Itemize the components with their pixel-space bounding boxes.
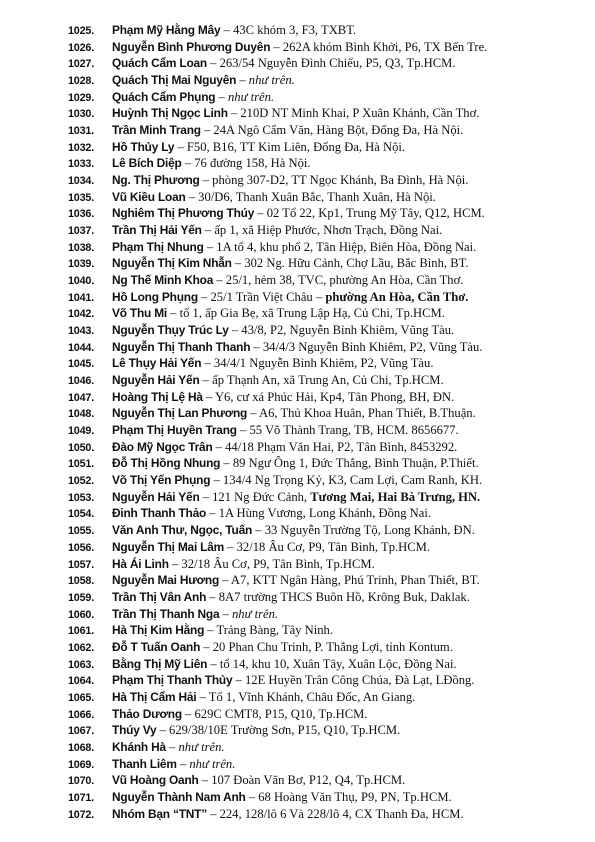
entry-address: ấp 1, xã Hiệp Phước, Nhơn Trạch, Đồng Nai. xyxy=(214,223,443,238)
list-item xyxy=(68,305,588,322)
entry-separator: – xyxy=(270,39,283,54)
entry-name: Hà Ái Linh xyxy=(112,556,169,571)
entry-number: 1071. xyxy=(68,791,95,804)
entry-name: Hà Thị Cẩm Hải xyxy=(112,689,197,704)
entry-name: Quách Cẩm Loan xyxy=(112,56,207,71)
entry-name: Trần Minh Trang xyxy=(112,123,201,138)
list-item xyxy=(68,139,588,156)
entry-number: 1069. xyxy=(68,758,95,771)
entry-address: 1A tổ 4, khu phố 2, Tân Hiệp, Biên Hòa, Đồng Nai. xyxy=(216,239,477,254)
entry-number: 1044. xyxy=(68,341,95,354)
entry-name: Thanh Liêm xyxy=(112,756,177,771)
entry-name: Phạm Thị Nhung xyxy=(112,239,204,254)
entry-number: 1028. xyxy=(68,75,95,88)
entry-separator: – xyxy=(206,56,220,71)
entry-address: Y6, cư xá Phúc Hải, Kp4, Tân Phong, BH, ĐN. xyxy=(214,389,455,404)
entry-separator: – xyxy=(197,289,211,304)
entry-separator: – xyxy=(174,139,187,154)
entry-separator: – xyxy=(200,639,213,654)
entry-name: Hồ Thủy Ly xyxy=(112,139,175,154)
entry-name: Võ Thu Mi xyxy=(112,306,167,321)
entry-address: Trảng Bàng, Tây Ninh. xyxy=(216,623,334,638)
entry-address: 224, 128/lô 6 Và 228/lô 4, CX Thanh Đa, HCM. xyxy=(219,806,464,821)
list-item xyxy=(68,622,588,639)
entry-number: 1034. xyxy=(68,175,95,188)
entry-name: Vũ Kiều Loan xyxy=(112,189,186,204)
entry-address: F50, B16, TT Kim Liên, Đống Đa, Hà Nội. xyxy=(186,139,406,154)
list-item xyxy=(68,122,588,139)
entry-separator: – xyxy=(232,673,245,688)
entry-separator: – xyxy=(185,189,199,204)
entry-name: Nguyễn Thị Mai Lâm xyxy=(112,539,225,554)
entry-address: 30/D6, Thanh Xuân Bắc, Thanh Xuân, Hà Nội. xyxy=(198,189,436,204)
entry-number: 1067. xyxy=(68,725,95,738)
list-item xyxy=(68,439,588,456)
entry-address: như trên. xyxy=(189,756,236,771)
entry-address: 107 Đoàn Văn Bơ, P12, Q4, Tp.HCM. xyxy=(211,773,406,788)
entry-address: 32/18 Âu Cơ, P9, Tân Bình, Tp.HCM. xyxy=(236,539,430,554)
list-item xyxy=(68,505,588,522)
entry-name: Nguyễn Thị Thanh Thanh xyxy=(112,339,251,354)
entry-name: Nguyễn Hải Yến xyxy=(112,489,200,504)
entry-separator: – xyxy=(213,273,226,288)
entry-separator: – xyxy=(247,406,259,421)
list-item xyxy=(68,172,588,189)
entry-separator: – xyxy=(165,739,179,754)
entry-separator: – xyxy=(196,689,209,704)
entry-name: Nhóm Bạn “TNT” xyxy=(112,806,207,821)
entry-name: Ng. Thị Phương xyxy=(112,173,200,188)
entry-number: 1070. xyxy=(68,775,95,788)
entry-name: Bằng Thị Mỹ Liên xyxy=(112,656,208,671)
entry-number: 1037. xyxy=(68,225,95,238)
entry-separator: – xyxy=(206,506,219,521)
entry-number: 1035. xyxy=(68,191,95,204)
entry-address: Tổ 1, Vĩnh Khánh, Châu Đốc, An Giang. xyxy=(208,689,416,704)
entry-address-bold: phường An Hòa, Cần Thơ. xyxy=(325,289,469,304)
list-item xyxy=(68,322,588,339)
entry-separator: – xyxy=(202,389,215,404)
entry-number: 1033. xyxy=(68,158,95,171)
entry-separator: – xyxy=(224,539,237,554)
entry-number: 1032. xyxy=(68,141,95,154)
entry-number: 1054. xyxy=(68,508,95,521)
entry-address: như trên. xyxy=(227,89,275,104)
entry-name: Vũ Hoàng Oanh xyxy=(112,773,199,788)
entry-number: 1029. xyxy=(68,91,95,104)
entry-name: Phạm Thị Thanh Thủy xyxy=(112,673,233,688)
entry-separator: – xyxy=(236,423,250,438)
list-item xyxy=(68,722,588,739)
list-item xyxy=(68,806,588,823)
list-item xyxy=(68,222,588,239)
entry-name: Quách Cẩm Phụng xyxy=(112,89,216,104)
entry-number: 1049. xyxy=(68,425,95,438)
entry-number: 1051. xyxy=(68,458,95,471)
entry-name: Ng Thế Minh Khoa xyxy=(112,273,214,288)
list-item xyxy=(68,22,588,39)
entry-address: 263/54 Nguyễn Đình Chiểu, P5, Q3, Tp.HCM. xyxy=(219,56,456,71)
entry-separator: – xyxy=(198,773,212,788)
entry-separator: – xyxy=(227,106,241,121)
entry-separator: – xyxy=(212,439,226,454)
entry-separator: – xyxy=(201,356,214,371)
entry-address: 262A khóm Bình Khởi, P6, TX Bến Tre. xyxy=(282,39,488,54)
entry-separator: – xyxy=(199,489,213,504)
entry-separator: – xyxy=(245,789,259,804)
entry-name: Hoàng Thị Lệ Hà xyxy=(112,389,203,404)
list-item xyxy=(68,72,588,89)
entry-address: 302 Ng. Hữu Cảnh, Chợ Lầu, Bắc Bình, BT. xyxy=(244,256,469,271)
list-item xyxy=(68,639,588,656)
list-item xyxy=(68,489,588,506)
entry-address: 24A Ngô Cẩm Văn, Hàng Bột, Đống Đa, Hà Nội. xyxy=(213,123,464,138)
entry-number: 1053. xyxy=(68,491,95,504)
entry-number: 1062. xyxy=(68,641,95,654)
entry-name: Lê Bích Diệp xyxy=(112,156,182,171)
entry-separator: – xyxy=(156,723,170,738)
entry-name: Nguyễn Hải Yến xyxy=(112,373,200,388)
entry-address: 210D NT Minh Khai, P Xuân Khánh, Cần Thơ. xyxy=(240,106,480,121)
entry-separator: – xyxy=(220,23,234,37)
entry-address: 12E Huyền Trân Công Chúa, Đà Lạt, LĐồng. xyxy=(244,673,475,688)
list-item xyxy=(68,155,588,172)
entry-address: 43/8, P2, Nguyễn Bỉnh Khiêm, Vũng Tàu. xyxy=(241,323,455,338)
list-item xyxy=(68,289,588,306)
entry-number: 1045. xyxy=(68,358,95,371)
donor-list xyxy=(68,22,588,822)
list-item xyxy=(68,255,588,272)
entry-separator: – xyxy=(181,156,195,171)
entry-name: Đào Mỹ Ngọc Trân xyxy=(112,439,213,454)
entry-address: 629/38/10E Trường Sơn, P15, Q10, Tp.HCM. xyxy=(169,723,401,738)
entry-number: 1068. xyxy=(68,741,95,754)
entry-number: 1047. xyxy=(68,391,95,404)
entry-number: 1063. xyxy=(68,658,95,671)
entry-name: Nguyễn Thị Lan Phương xyxy=(112,406,248,421)
list-item xyxy=(68,556,588,573)
entry-address: 25/1 Trần Việt Châu – xyxy=(210,289,326,304)
list-item xyxy=(68,405,588,422)
entry-number: 1055. xyxy=(68,525,95,538)
entry-number: 1057. xyxy=(68,558,95,571)
list-item xyxy=(68,355,588,372)
list-item xyxy=(68,389,588,406)
entry-number: 1052. xyxy=(68,475,95,488)
entry-number: 1061. xyxy=(68,625,95,638)
entry-address: 20 Phan Chu Trinh, P. Thắng Lợi, tỉnh Kontum. xyxy=(212,639,453,654)
entry-name: Nguyễn Mai Hương xyxy=(112,573,220,588)
entry-separator: – xyxy=(219,573,231,588)
entry-name: Đỗ T Tuấn Oanh xyxy=(112,639,201,654)
entry-address: A6, Thủ Khoa Huân, Phan Thiết, B.Thuận. xyxy=(258,406,476,421)
entry-separator: – xyxy=(203,239,217,254)
entry-address: tổ 14, khu 10, Xuân Tây, Xuân Lộc, Đồng Nai. xyxy=(219,656,457,671)
entry-number: 1064. xyxy=(68,675,95,688)
list-item xyxy=(68,105,588,122)
list-item xyxy=(68,205,588,222)
entry-separator: – xyxy=(219,606,232,621)
entry-name: Nguyễn Thành Nam Anh xyxy=(112,789,246,804)
entry-number: 1058. xyxy=(68,575,95,588)
entry-name: Võ Thị Yến Phụng xyxy=(112,473,211,488)
entry-address: 68 Hoàng Văn Thụ, P9, PN, Tp.HCM. xyxy=(258,789,452,804)
entry-number: 1027. xyxy=(68,58,95,71)
entry-separator: – xyxy=(181,706,195,721)
entry-address: 33 Nguyễn Trường Tộ, Long Khánh, ĐN. xyxy=(264,523,475,538)
entry-name: Nguyễn Thụy Trúc Ly xyxy=(112,323,229,338)
list-item xyxy=(68,455,588,472)
entry-number: 1038. xyxy=(68,241,95,254)
entry-number: 1059. xyxy=(68,591,95,604)
list-item xyxy=(68,739,588,756)
entry-name: Trần Thị Vân Anh xyxy=(112,589,207,604)
list-item xyxy=(68,472,588,489)
entry-address: 1A Hùng Vương, Long Khánh, Đồng Nai. xyxy=(218,506,431,521)
entry-separator: – xyxy=(236,73,249,88)
entry-address: 629C CMT8, P15, Q10, Tp.HCM. xyxy=(194,706,368,721)
list-item xyxy=(68,672,588,689)
entry-number: 1042. xyxy=(68,308,95,321)
entry-separator: – xyxy=(215,89,228,104)
entry-name: Trần Thị Thanh Nga xyxy=(112,606,220,621)
entry-name: Thảo Dương xyxy=(112,706,182,721)
entry-address: 8A7 trường THCS Buôn Hồ, Krông Buk, Daklak. xyxy=(218,589,470,604)
list-item xyxy=(68,422,588,439)
entry-address: 89 Ngư Ông 1, Đức Thắng, Bình Thuận, P.Thiết. xyxy=(232,456,479,471)
entry-address: 34/4/3 Nguyễn Bỉnh Khiêm, P2, Vũng Tàu. xyxy=(262,339,483,354)
entry-number: 1050. xyxy=(68,441,95,454)
list-item xyxy=(68,689,588,706)
entry-separator: – xyxy=(252,523,265,538)
list-item xyxy=(68,589,588,606)
entry-name: Huỳnh Thị Ngọc Linh xyxy=(112,106,228,121)
list-item xyxy=(68,772,588,789)
entry-name: Nghiêm Thị Phương Thúy xyxy=(112,206,255,221)
entry-name: Khánh Hà xyxy=(112,739,166,754)
entry-name: Nguyễn Thị Kim Nhẫn xyxy=(112,256,232,271)
list-item xyxy=(68,706,588,723)
entry-number: 1041. xyxy=(68,291,95,304)
list-item xyxy=(68,789,588,806)
entry-separator: – xyxy=(207,656,220,671)
entry-name: Hà Thị Kim Hằng xyxy=(112,623,205,638)
entry-separator: – xyxy=(206,589,219,604)
entry-address: phòng 307-D2, TT Ngọc Khánh, Ba Đình, Hà Nội. xyxy=(212,173,469,188)
list-item xyxy=(68,372,588,389)
list-item xyxy=(68,539,588,556)
entry-number: 1043. xyxy=(68,325,95,338)
entry-name: Lê Thụy Hải Yến xyxy=(112,356,202,371)
entry-address: 76 đường 158, Hà Nội. xyxy=(194,156,311,171)
entry-number: 1025. xyxy=(68,25,95,37)
list-item xyxy=(68,89,588,106)
list-item xyxy=(68,339,588,356)
entry-separator: – xyxy=(228,323,242,338)
entry-name: Đinh Thanh Thảo xyxy=(112,506,207,521)
entry-separator: – xyxy=(250,339,263,354)
entry-name: Quách Thị Mai Nguyên xyxy=(112,73,237,88)
entry-number: 1046. xyxy=(68,375,95,388)
entry-address: 43C khóm 3, F3, TXBT. xyxy=(233,23,357,37)
list-item xyxy=(68,189,588,206)
entry-name: Văn Anh Thư, Ngọc, Tuấn xyxy=(112,523,253,538)
entry-name: Thúy Vy xyxy=(112,723,157,738)
entry-separator: – xyxy=(204,623,217,638)
entry-separator: – xyxy=(220,456,233,471)
entry-address: ấp Thạnh An, xã Trung An, Củ Chi, Tp.HCM. xyxy=(212,373,444,388)
entry-name: Hồ Long Phụng xyxy=(112,289,198,304)
entry-name: Đỗ Thị Hồng Nhung xyxy=(112,456,221,471)
entry-address: A7, KTT Ngân Hàng, Phú Trinh, Phan Thiết, BT. xyxy=(230,573,480,588)
entry-separator: – xyxy=(199,373,213,388)
entry-separator: – xyxy=(201,223,215,238)
entry-number: 1072. xyxy=(68,808,95,821)
entry-name: Phạm Mỹ Hằng Mây xyxy=(112,23,221,37)
entry-address: 34/4/1 Nguyễn Bỉnh Khiêm, P2, Vũng Tàu. xyxy=(213,356,434,371)
entry-separator: – xyxy=(200,123,214,138)
entry-address: 25/1, hẻm 38, TVC, phường An Hòa, Cần Thơ. xyxy=(225,273,464,288)
entry-address: 134/4 Ng Trọng Kỷ, K3, Cam Lợi, Cam Ranh, KH. xyxy=(222,473,483,488)
list-item xyxy=(68,39,588,56)
entry-separator: – xyxy=(210,473,223,488)
entry-number: 1031. xyxy=(68,125,95,138)
entry-address: 02 Tổ 22, Kp1, Trung Mỹ Tây, Q12, HCM. xyxy=(266,206,485,221)
entry-separator: – xyxy=(199,173,213,188)
entry-address: 121 Ng Đức Cảnh, xyxy=(212,489,311,504)
entry-number: 1066. xyxy=(68,708,95,721)
entry-number: 1039. xyxy=(68,258,95,271)
list-item xyxy=(68,522,588,539)
entry-address: như trên. xyxy=(248,73,295,88)
entry-number: 1036. xyxy=(68,208,95,221)
entry-separator: – xyxy=(176,756,190,771)
list-item xyxy=(68,239,588,256)
entry-separator: – xyxy=(254,206,267,221)
entry-number: 1026. xyxy=(68,41,95,54)
entry-number: 1040. xyxy=(68,275,95,288)
entry-separator: – xyxy=(231,256,245,271)
entry-name: Trần Thị Hải Yến xyxy=(112,223,202,238)
entry-name: Phạm Thị Huyền Trang xyxy=(112,423,237,438)
entry-number: 1056. xyxy=(68,541,95,554)
list-item xyxy=(68,572,588,589)
entry-address-bold: Tương Mai, Hai Bà Trưng, HN. xyxy=(310,489,481,504)
entry-address: 55 Võ Thành Trang, TB, HCM. 8656677. xyxy=(249,423,459,438)
entry-separator: – xyxy=(167,306,180,321)
entry-address: như trên. xyxy=(178,739,225,754)
entry-name: Nguyễn Bình Phương Duyên xyxy=(112,39,271,54)
entry-separator: – xyxy=(206,806,220,821)
list-item xyxy=(68,656,588,673)
entry-number: 1030. xyxy=(68,108,95,121)
entry-number: 1065. xyxy=(68,691,95,704)
list-item xyxy=(68,55,588,72)
list-item xyxy=(68,606,588,623)
entry-separator: – xyxy=(168,556,182,571)
list-item xyxy=(68,756,588,773)
entry-address: 44/18 Phạm Văn Hai, P2, Tân Bình, 8453292. xyxy=(225,439,458,454)
entry-number: 1060. xyxy=(68,608,95,621)
entry-address: 32/18 Âu Cơ, P9, Tân Bình, Tp.HCM. xyxy=(181,556,375,571)
entry-number: 1048. xyxy=(68,408,95,421)
entry-address: như trên. xyxy=(231,606,279,621)
list-item xyxy=(68,272,588,289)
entry-address: tổ 1, ấp Gia Bẹ, xã Trung Lập Hạ, Củ Chi, Tp.HCM. xyxy=(179,306,445,321)
